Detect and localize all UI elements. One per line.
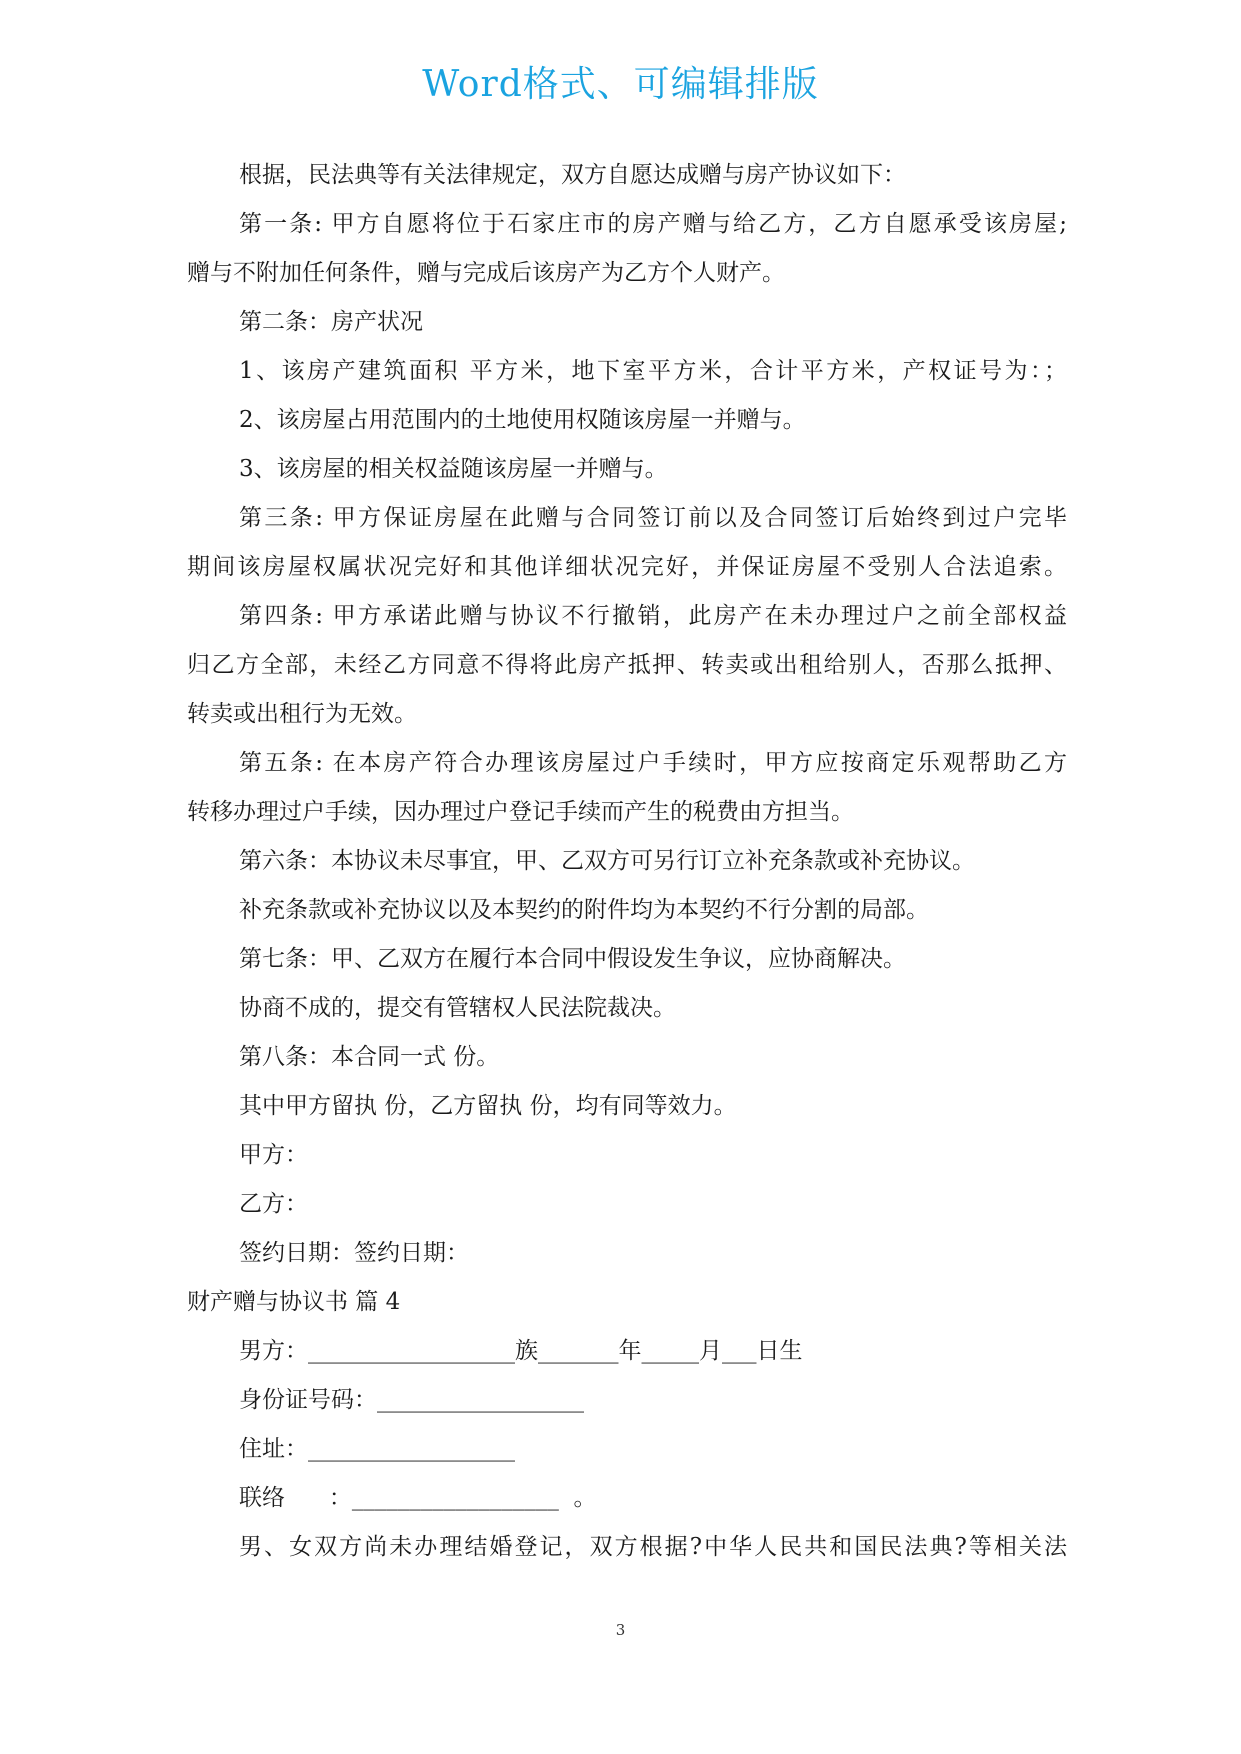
- paragraph-line: 第一条: 甲方自愿将位于石家庄市的房产赠与给乙方，乙方自愿承受该房屋;: [239, 211, 1067, 237]
- paragraph-line: 第五条: 在本房产符合办理该房屋过户手续时，甲方应按商定乐观帮助乙方: [239, 750, 1067, 776]
- form-field-id-number: 身份证号码：__________________: [239, 1387, 584, 1413]
- paragraph-line: 协商不成的，提交有管辖权人民法院裁决。: [239, 995, 676, 1021]
- form-field-contact: 联络 ：__________________ 。: [239, 1485, 597, 1511]
- list-item: 3、该房屋的相关权益随该房屋一并赠与。: [239, 456, 668, 482]
- paragraph-line: 第八条：本合同一式 份。: [239, 1044, 500, 1070]
- form-field-male-party: 男方：__________________族_______年_____月___日生: [239, 1338, 803, 1364]
- paragraph-line: 根据，民法典等有关法律规定，双方自愿达成赠与房产协议如下：: [239, 162, 906, 188]
- paragraph-line: 补充条款或补充协议以及本契约的附件均为本契约不行分割的局部。: [239, 897, 929, 923]
- paragraph-line: 转移办理过户手续，因办理过户登记手续而产生的税费由方担当。: [187, 799, 854, 825]
- signature-field-party-a: 甲方：: [239, 1142, 308, 1168]
- section-heading: 第二条：房产状况: [239, 309, 423, 335]
- paragraph-line: 第四条: 甲方承诺此赠与协议不行撤销，此房产在未办理过户之前全部权益: [239, 603, 1067, 629]
- paragraph-line: 第六条：本协议未尽事宜，甲、乙双方可另行订立补充条款或补充协议。: [239, 848, 975, 874]
- signing-date-field: 签约日期：签约日期：: [239, 1240, 469, 1266]
- paragraph-line: 第七条：甲、乙双方在履行本合同中假设发生争议，应协商解决。: [239, 946, 906, 972]
- list-item: 2、该房屋占用范围内的土地使用权随该房屋一并赠与。: [239, 407, 806, 433]
- paragraph-line: 期间该房屋权属状况完好和其他详细状况完好，并保证房屋不受别人合法追索。: [187, 554, 1067, 580]
- paragraph-line: 男、女双方尚未办理结婚登记，双方根据?中华人民共和国民法典?等相关法: [239, 1534, 1067, 1560]
- paragraph-line: 第三条: 甲方保证房屋在此赠与合同签订前以及合同签订后始终到过户完毕: [239, 505, 1067, 531]
- form-field-address: 住址：__________________: [239, 1436, 515, 1462]
- section-title: 财产赠与协议书 篇 4: [187, 1289, 401, 1315]
- paragraph-line: 其中甲方留执 份，乙方留执 份，均有同等效力。: [239, 1093, 737, 1119]
- document-body: [187, 151, 1067, 1572]
- signature-field-party-b: 乙方：: [239, 1191, 308, 1217]
- page-header-title: Word格式、可编辑排版: [422, 64, 819, 105]
- paragraph-line: 归乙方全部，未经乙方同意不得将此房产抵押、转卖或出租给别人，否那么抵押、: [187, 652, 1067, 678]
- paragraph-line: 赠与不附加任何条件，赠与完成后该房产为乙方个人财产。: [187, 260, 785, 286]
- list-item: 1、该房产建筑面积 平方米，地下室平方米，合计平方米，产权证号为：；: [239, 358, 1067, 384]
- paragraph-line: 转卖或出租行为无效。: [187, 701, 417, 727]
- page-number: 3: [615, 1621, 626, 1639]
